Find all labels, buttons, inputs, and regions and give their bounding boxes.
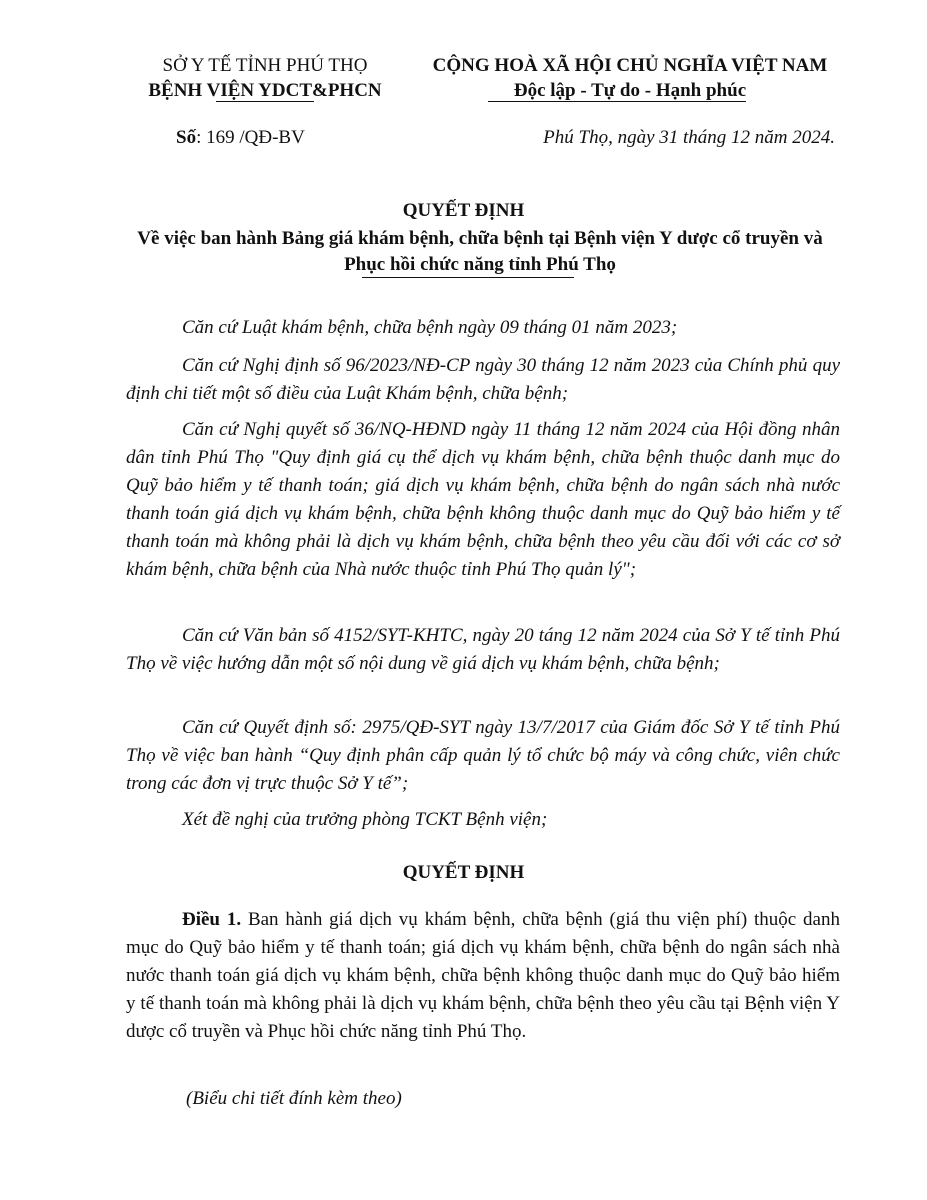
motto-underline [488, 101, 746, 102]
issuer-hospital: BỆNH VIỆN YDCT&PHCN [148, 80, 382, 101]
attachment-note: (Biểu chi tiết đính kèm theo) [186, 1088, 402, 1109]
document-subtitle: Về việc ban hành Bảng giá khám bệnh, chữa bệnh tại Bệnh viện Y dược cổ truyền và Phục hồi chức năng tỉnh Phú Thọ [137, 228, 823, 275]
decision-heading: QUYẾT ĐỊNH [402, 862, 525, 883]
document-number [176, 127, 305, 149]
issuer-department: SỞ Y TẾ TỈNH PHÚ THỌ [162, 55, 368, 76]
legal-basis-5: Căn cứ Quyết định số: 2975/QĐ-SYT ngày 13/7/2017 của Giám đốc Sở Y tế tỉnh Phú Thọ về việc ban hành “Quy định phân cấp quản lý tổ chức bộ máy và công chức, viên chức trong các đơn vị trực thuộc Sở Y tế”; [126, 717, 840, 794]
article-1 [126, 906, 840, 1046]
document-date: Phú Thọ, ngày 31 tháng 12 năm 2024. [543, 127, 835, 148]
legal-basis-2: Căn cứ Nghị định số 96/2023/NĐ-CP ngày 30 tháng 12 năm 2023 của Chính phủ quy định chi tiết một số điều của Luật Khám bệnh, chữa bệnh; [126, 355, 840, 404]
document-title: QUYẾT ĐỊNH [402, 200, 525, 221]
national-motto-block [410, 53, 850, 103]
legal-basis-6: Xét đề nghị của trưởng phòng TCKT Bệnh viện; [182, 809, 548, 830]
issuer-underline [216, 101, 314, 102]
number-label: Số [176, 127, 197, 148]
number-value: : 169 /QĐ-BV [196, 127, 305, 148]
subtitle-underline [362, 277, 574, 278]
article-1-label: Điều 1. [182, 909, 242, 930]
legal-basis-3: Căn cứ Nghị quyết số 36/NQ-HĐND ngày 11 tháng 12 năm 2024 của Hội đồng nhân dân tỉnh Phú Thọ "Quy định giá cụ thể dịch vụ khám bệnh, chữa bệnh thuộc danh mục do Quỹ bảo hiểm y tế thanh toán; giá dịch vụ khám bệnh, chữa bệnh do ngân sách nhà nước thanh toán giá dịch vụ khám bệnh, chữa bệnh không thuộc danh mục do Quỹ bảo hiểm y tế thanh toán mà không phải là dịch vụ khám bệnh, chữa bệnh theo yêu cầu đối với các cơ sở khám bệnh, chữa bệnh của Nhà nước thuộc tỉnh Phú Thọ quản lý"; [126, 419, 840, 580]
national-motto: Độc lập - Tự do - Hạnh phúc [513, 80, 747, 101]
issuer-block [120, 53, 410, 103]
legal-basis-1: Căn cứ Luật khám bệnh, chữa bệnh ngày 09 tháng 01 năm 2023; [182, 317, 678, 338]
national-title: CỘNG HOÀ XÃ HỘI CHỦ NGHĨA VIỆT NAM [432, 55, 828, 76]
legal-basis-4: Căn cứ Văn bản số 4152/SYT-KHTC, ngày 20 táng 12 năm 2024 của Sở Y tế tỉnh Phú Thọ về việc hướng dẫn một số nội dung về giá dịch vụ khám bệnh, chữa bệnh; [126, 625, 840, 674]
article-1-text: Ban hành giá dịch vụ khám bệnh, chữa bệnh (giá thu viện phí) thuộc danh mục do Quỹ bảo hiểm y tế thanh toán; giá dịch vụ khám bệnh, chữa bệnh do ngân sách nhà nước thanh toán giá dịch vụ khám bệnh, chữa bệnh không thuộc danh mục do Quỹ bảo hiểm y tế thanh toán mà không phải là dịch vụ khám bệnh, chữa bệnh theo yêu cầu tại Bệnh viện Y dược cổ truyền và Phục hồi chức năng tỉnh Phú Thọ. [126, 909, 840, 1042]
